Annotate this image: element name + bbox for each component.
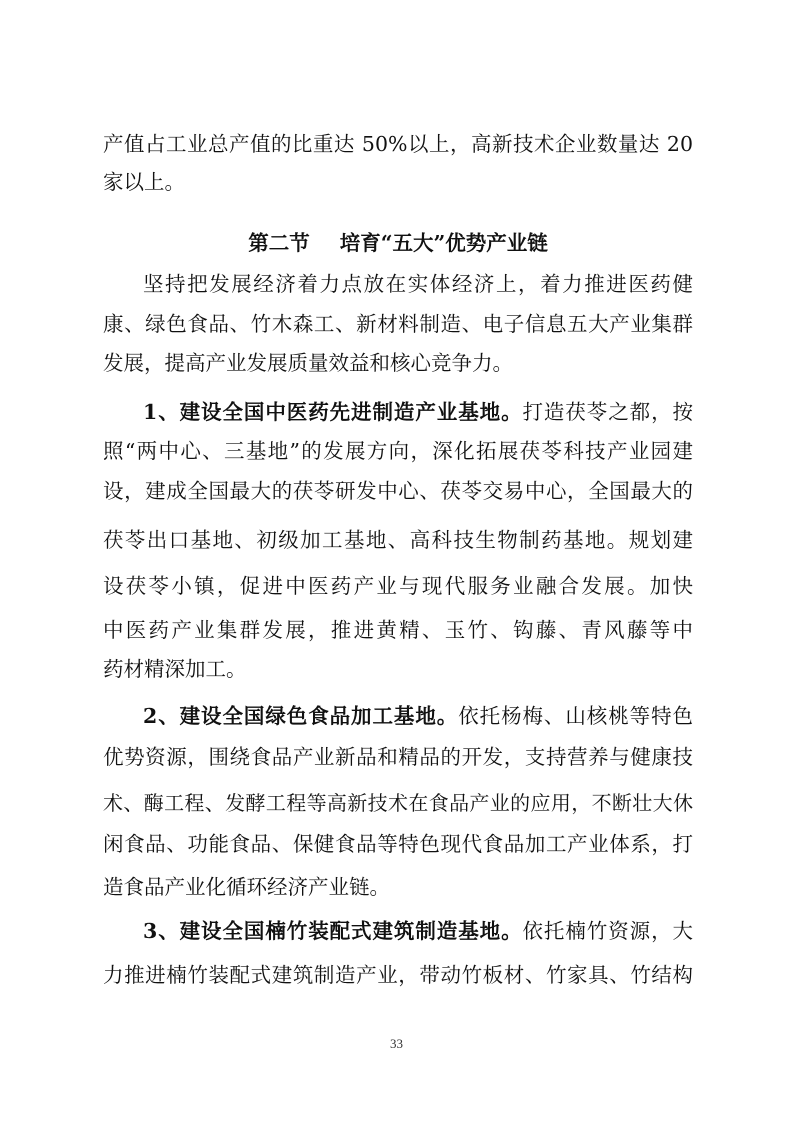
text-line (103, 871, 693, 903)
text-run: 产值占工业总产值的比重达 50%以上，高新技术企业数量达 20 (103, 132, 693, 156)
text-run: 设，建成全国最大的茯苓研发中心、茯苓交易中心，全国最大的 (103, 479, 693, 503)
bold-text-run: 建设全国绿色食品加工基地。 (179, 704, 459, 728)
text-line (103, 166, 693, 198)
text-run: 依托楠竹资源，大 (522, 919, 694, 943)
text-line (143, 396, 693, 428)
bold-text-run: 2、 (143, 704, 180, 728)
text-run: 依托杨梅、山核桃等特色 (458, 704, 694, 728)
text-run: 力推进楠竹装配式建筑制造产业，带动竹板材、竹家具、竹结构 (103, 963, 693, 987)
text-line (143, 700, 693, 732)
text-run: 造食品产业化循环经济产业链。 (103, 875, 390, 899)
bold-text-run: 建设全国楠竹装配式建筑制造基地。 (179, 919, 523, 943)
section-title: 培育“五大”优势产业链 (339, 231, 548, 255)
text-run: 优势资源，围绕食品产业新品和精品的开发，支持营养与健康技 (103, 745, 693, 769)
text-line (103, 308, 693, 340)
text-line (103, 475, 693, 507)
text-line (103, 435, 693, 467)
text-run: 设茯苓小镇，促进中医药产业与现代服务业融合发展。加快 (103, 574, 693, 598)
page-number: 33 (390, 1036, 403, 1051)
text-run: 茯苓出口基地、初级加工基地、高科技生物制药基地。规划建 (103, 528, 693, 552)
text-line (103, 741, 693, 773)
text-line (103, 347, 693, 379)
section-number: 第二节 (248, 231, 310, 255)
section-heading (103, 227, 693, 259)
bold-text-run: 3、 (143, 919, 180, 943)
text-run: 闲食品、功能食品、保健食品等特色现代食品加工产业体系，打 (103, 832, 693, 856)
text-run: 康、绿色食品、竹木森工、新材料制造、电子信息五大产业集群 (103, 312, 693, 336)
text-run: 坚持把发展经济着力点放在实体经济上，着力推进医药健 (143, 272, 693, 296)
text-run: 发展，提高产业发展质量效益和核心竞争力。 (103, 351, 513, 375)
bold-text-run: 建设全国中医药先进制造产业基地。 (179, 400, 523, 424)
text-line (103, 614, 693, 646)
text-run: 打造茯苓之都，按 (522, 400, 694, 424)
text-line (103, 787, 693, 819)
text-line (103, 653, 693, 685)
text-run: 药材精深加工。 (103, 657, 247, 681)
bold-text-run: 1、 (143, 400, 180, 424)
text-line (103, 959, 693, 991)
text-line (143, 915, 693, 947)
text-run: 中医药产业集群发展，推进黄精、玉竹、钩藤、青风藤等中 (103, 618, 693, 642)
text-run: 术、酶工程、发酵工程等高新技术在食品产业的应用，不断壮大休 (103, 791, 693, 815)
text-run: 家以上。 (103, 170, 185, 194)
text-line (103, 524, 693, 556)
text-line (103, 570, 693, 602)
text-run: 照“两中心、三基地”的发展方向，深化拓展茯苓科技产业园建 (103, 439, 693, 463)
text-line (103, 128, 693, 160)
text-line (143, 268, 693, 300)
text-line (103, 828, 693, 860)
